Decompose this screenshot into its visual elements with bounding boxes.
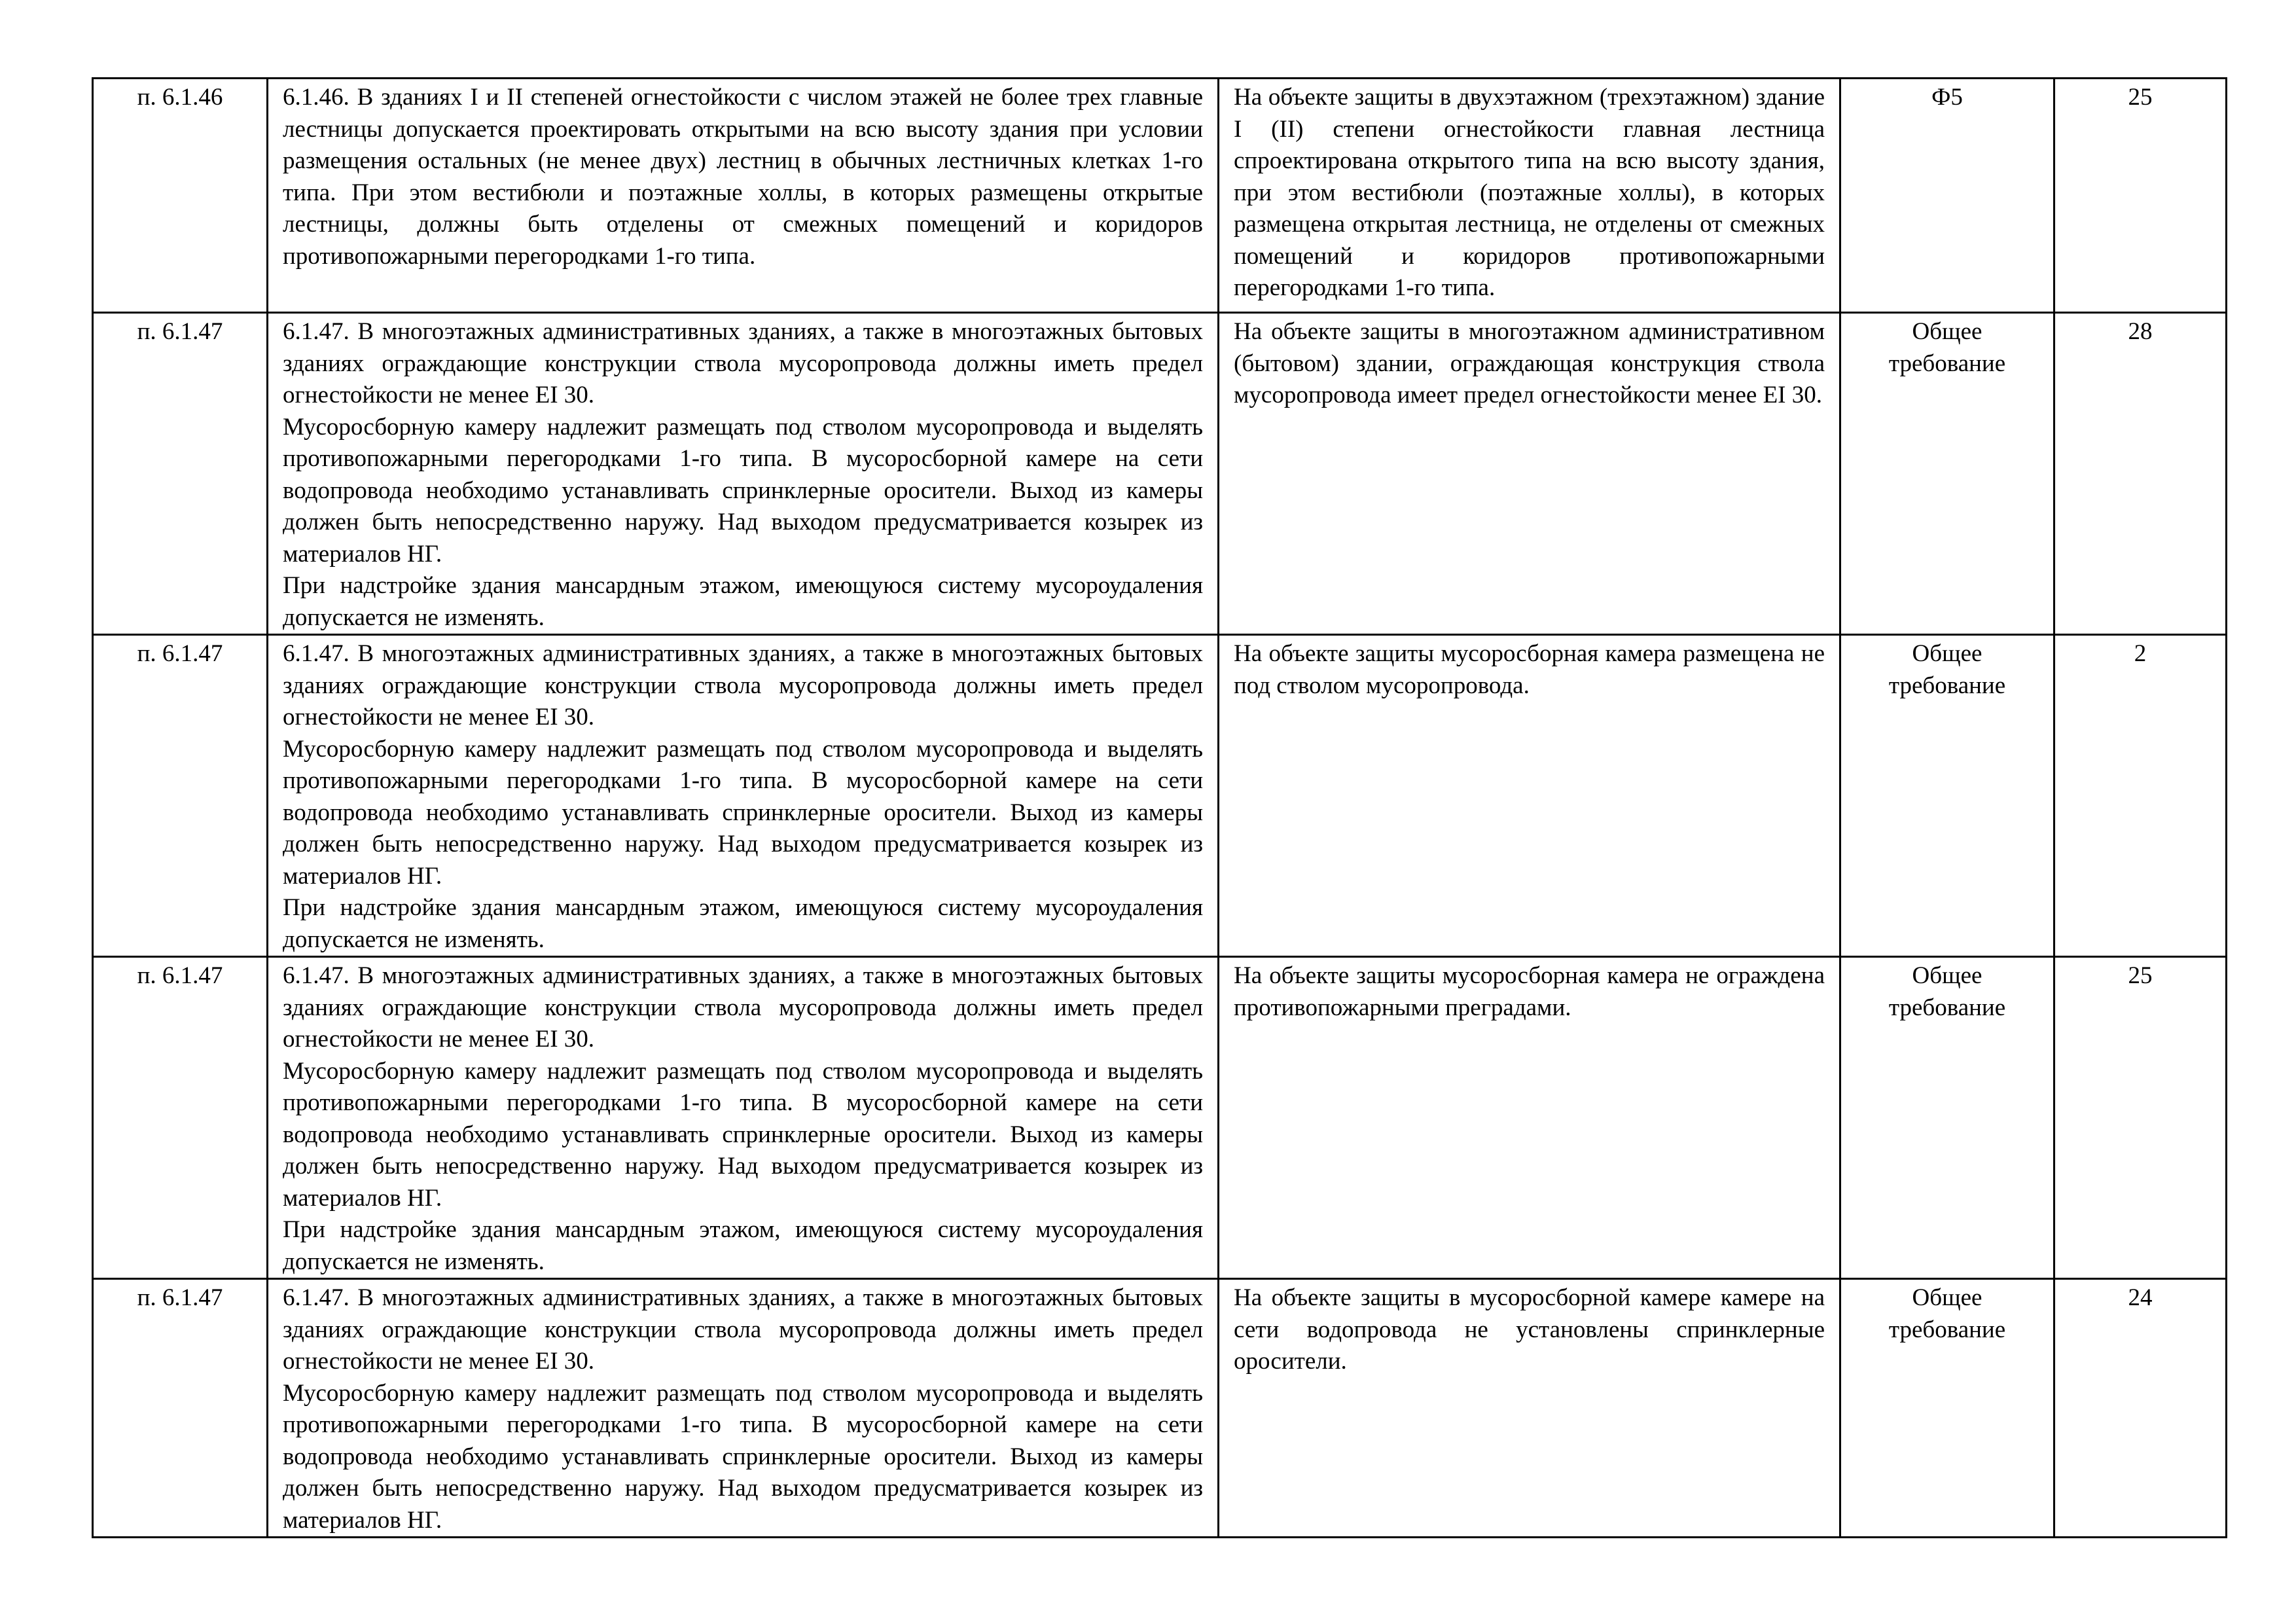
clause-reference: п. 6.1.47 <box>93 313 268 635</box>
requirement-text <box>268 313 1219 635</box>
requirements-table <box>92 77 2227 1538</box>
functional-class: Ф5 <box>1840 79 2054 313</box>
violation-description: На объекте защиты мусоросборная камера не ограждена противопожарными преградами. <box>1219 957 1840 1279</box>
requirement-paragraph: Мусоросборную камеру надлежит размещать под стволом мусоропровода и выделять противопожарными перегородками 1-го типа. В мусоросборной камере на сети водопровода необходимо устанавливать спринклерные оросители. Выход из камеры должен быть непосредственно наружу. Над выходом предусматривается козырек из материалов НГ. <box>283 735 1203 890</box>
requirement-paragraph: Мусоросборную камеру надлежит размещать под стволом мусоропровода и выделять противопожарными перегородками 1-го типа. В мусоросборной камере на сети водопровода необходимо устанавливать спринклерные оросители. Выход из камеры должен быть непосредственно наружу. Над выходом предусматривается козырек из материалов НГ. <box>283 1379 1203 1534</box>
requirement-paragraph: 6.1.47. В многоэтажных административных зданиях, а также в многоэтажных бытовых зданиях ограждающие конструкции ствола мусоропровода должны иметь предел огнестойкости не менее EI 30. <box>283 318 1203 408</box>
table-row <box>93 635 2227 957</box>
requirement-text <box>268 635 1219 957</box>
functional-class: Общее требование <box>1840 1279 2054 1538</box>
functional-class: Общее требование <box>1840 957 2054 1279</box>
clause-reference: п. 6.1.46 <box>93 79 268 313</box>
table-row <box>93 79 2227 313</box>
row-number: 25 <box>2054 79 2227 313</box>
row-number: 2 <box>2054 635 2227 957</box>
requirement-paragraph: 6.1.46. В зданиях I и II степеней огнестойкости с числом этажей не более трех главные лестницы допускается проектировать открытыми на всю высоту здания при условии размещения остальных (не менее двух) лестниц в обычных лестничных клетках 1-го типа. При этом вестибюли и поэтажные холлы, в которых размещены открытые лестницы, должны быть отделены от смежных помещений и коридоров противопожарными перегородками 1-го типа. <box>283 84 1203 270</box>
table-row <box>93 313 2227 635</box>
table-row <box>93 1279 2227 1538</box>
requirement-text <box>268 79 1219 313</box>
violation-description: На объекте защиты в многоэтажном административном (бытовом) здании, ограждающая конструкция ствола мусоропровода имеет предел огнестойкости менее EI 30. <box>1219 313 1840 635</box>
requirement-paragraph: При надстройке здания мансардным этажом, имеющуюся систему мусороудаления допускается не изменять. <box>283 1216 1203 1275</box>
violation-description: На объекте защиты в двухэтажном (трехэтажном) здание I (II) степени огнестойкости главная лестница спроектирована открытого типа на всю высоту здания, при этом вестибюли (поэтажные холлы), в которых размещена открытая лестница, не отделены от смежных помещений и коридоров противопожарными перегородками 1-го типа. <box>1219 79 1840 313</box>
requirement-text <box>268 1279 1219 1538</box>
row-number: 25 <box>2054 957 2227 1279</box>
requirement-paragraph: При надстройке здания мансардным этажом, имеющуюся систему мусороудаления допускается не изменять. <box>283 572 1203 631</box>
row-number: 28 <box>2054 313 2227 635</box>
row-number: 24 <box>2054 1279 2227 1538</box>
functional-class: Общее требование <box>1840 313 2054 635</box>
requirement-paragraph: 6.1.47. В многоэтажных административных зданиях, а также в многоэтажных бытовых зданиях ограждающие конструкции ствола мусоропровода должны иметь предел огнестойкости не менее EI 30. <box>283 640 1203 731</box>
functional-class: Общее требование <box>1840 635 2054 957</box>
clause-reference: п. 6.1.47 <box>93 635 268 957</box>
clause-reference: п. 6.1.47 <box>93 1279 268 1538</box>
requirement-paragraph: 6.1.47. В многоэтажных административных зданиях, а также в многоэтажных бытовых зданиях ограждающие конструкции ствола мусоропровода должны иметь предел огнестойкости не менее EI 30. <box>283 1284 1203 1375</box>
requirement-paragraph: При надстройке здания мансардным этажом, имеющуюся систему мусороудаления допускается не изменять. <box>283 894 1203 953</box>
requirement-paragraph: Мусоросборную камеру надлежит размещать под стволом мусоропровода и выделять противопожарными перегородками 1-го типа. В мусоросборной камере на сети водопровода необходимо устанавливать спринклерные оросители. Выход из камеры должен быть непосредственно наружу. Над выходом предусматривается козырек из материалов НГ. <box>283 413 1203 568</box>
violation-description: На объекте защиты мусоросборная камера размещена не под стволом мусоропровода. <box>1219 635 1840 957</box>
requirement-text <box>268 957 1219 1279</box>
violation-description: На объекте защиты в мусоросборной камере камере на сети водопровода не установлены спринклерные оросители. <box>1219 1279 1840 1538</box>
table-row <box>93 957 2227 1279</box>
requirement-paragraph: 6.1.47. В многоэтажных административных зданиях, а также в многоэтажных бытовых зданиях ограждающие конструкции ствола мусоропровода должны иметь предел огнестойкости не менее EI 30. <box>283 962 1203 1053</box>
document-page <box>92 77 2225 1538</box>
clause-reference: п. 6.1.47 <box>93 957 268 1279</box>
requirement-paragraph: Мусоросборную камеру надлежит размещать под стволом мусоропровода и выделять противопожарными перегородками 1-го типа. В мусоросборной камере на сети водопровода необходимо устанавливать спринклерные оросители. Выход из камеры должен быть непосредственно наружу. Над выходом предусматривается козырек из материалов НГ. <box>283 1057 1203 1212</box>
